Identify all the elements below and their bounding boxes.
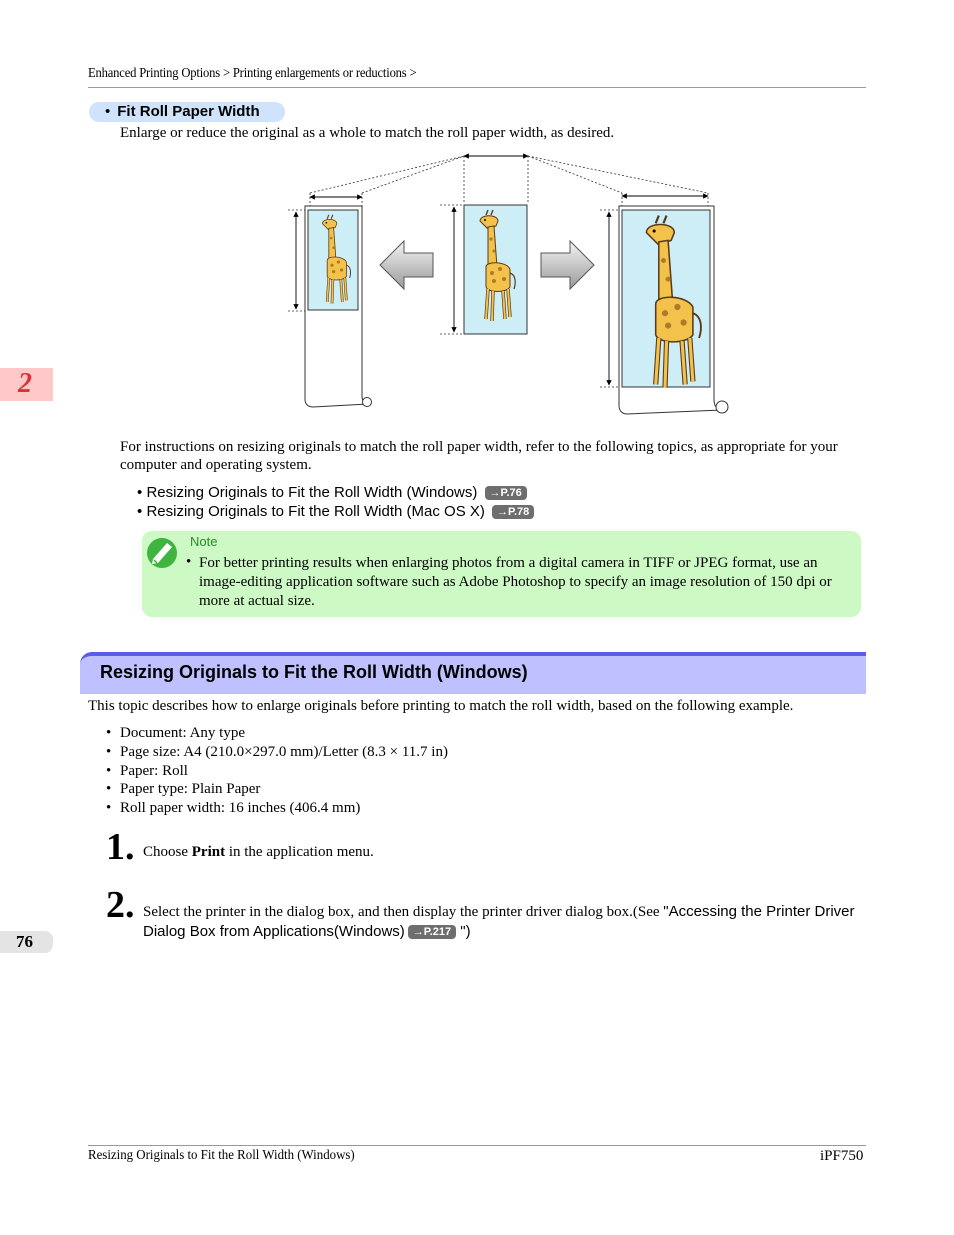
link-bullet: • [137,503,143,520]
breadcrumb: Enhanced Printing Options > Printing enlargements or reductions > [88,66,417,81]
page-ref-badge-p76[interactable]: →P.76 [485,486,527,500]
fit-roll-heading [89,102,285,122]
step-number-1: 1. [106,826,135,868]
step-2-text: Select the printer in the dialog box, and then display the printer driver dialog box.(See "Accessing the Printer Driver Dialog Box from Applications(Windows) →P.217 ") [143,903,855,940]
page-ref-badge-p217[interactable]: →P.217 [408,925,456,939]
footer-divider [88,1145,866,1146]
spec-item: • Paper type: Plain Paper [106,781,261,797]
print-menu-label: Print [191,844,226,860]
page-ref-badge-p78[interactable]: →P.78 [492,505,534,519]
link-text-mac[interactable]: Resizing Originals to Fit the Roll Width (Mac OS X) [146,503,485,520]
spec-item: • Roll paper width: 16 inches (406.4 mm) [106,800,361,816]
link-text-windows[interactable]: Resizing Originals to Fit the Roll Width (Windows) [146,484,478,501]
link-item-mac[interactable] [137,503,534,520]
footer-model-name: iPF750 [820,1148,864,1164]
note-title: Note [190,534,218,549]
dialog-access-link[interactable]: "Accessing the Printer Driver Dialog Box from Applications(Windows) [143,903,855,940]
enlarge-reduce-illustration [282,148,734,420]
link-item-windows[interactable] [137,484,527,501]
spec-item: • Document: Any type [106,725,245,741]
header-divider [88,87,866,88]
section-title: Resizing Originals to Fit the Roll Width (Windows) [100,662,528,682]
link-bullet: • [137,484,143,501]
arrow-right-icon [541,241,594,289]
footer-section-title: Resizing Originals to Fit the Roll Width (Windows) [88,1148,355,1163]
note-text: For better printing results when enlarging photos from a digital camera in TIFF or JPEG format, use an image-editing application software such as Adobe Photoshop to specify an image resolution of 150 dpi or more at actual size. [199,555,832,609]
page-number: 76 [16,932,33,951]
chapter-number: 2 [18,368,32,399]
heading-bullet: • [105,103,111,120]
fit-roll-heading-text: Fit Roll Paper Width [117,103,260,120]
fit-roll-description: Enlarge or reduce the original as a whole to match the roll paper width, as desired. [120,125,615,141]
note-pencil-icon [145,535,179,569]
step-1-text: Choose Print in the application menu. [143,844,374,860]
arrow-left-icon [380,241,433,289]
note-bullet: • [186,554,192,570]
step-number-2: 2. [106,884,135,926]
instructions-paragraph: For instructions on resizing originals to match the roll paper width, refer to the following topics, as appropriate for your computer and operating system. [120,439,838,473]
spec-item: • Paper: Roll [106,763,188,779]
spec-item: • Page size: A4 (210.0×297.0 mm)/Letter (8.3 × 11.7 in) [106,744,448,760]
section-description: This topic describes how to enlarge originals before printing to match the roll width, based on the following example. [88,698,794,714]
